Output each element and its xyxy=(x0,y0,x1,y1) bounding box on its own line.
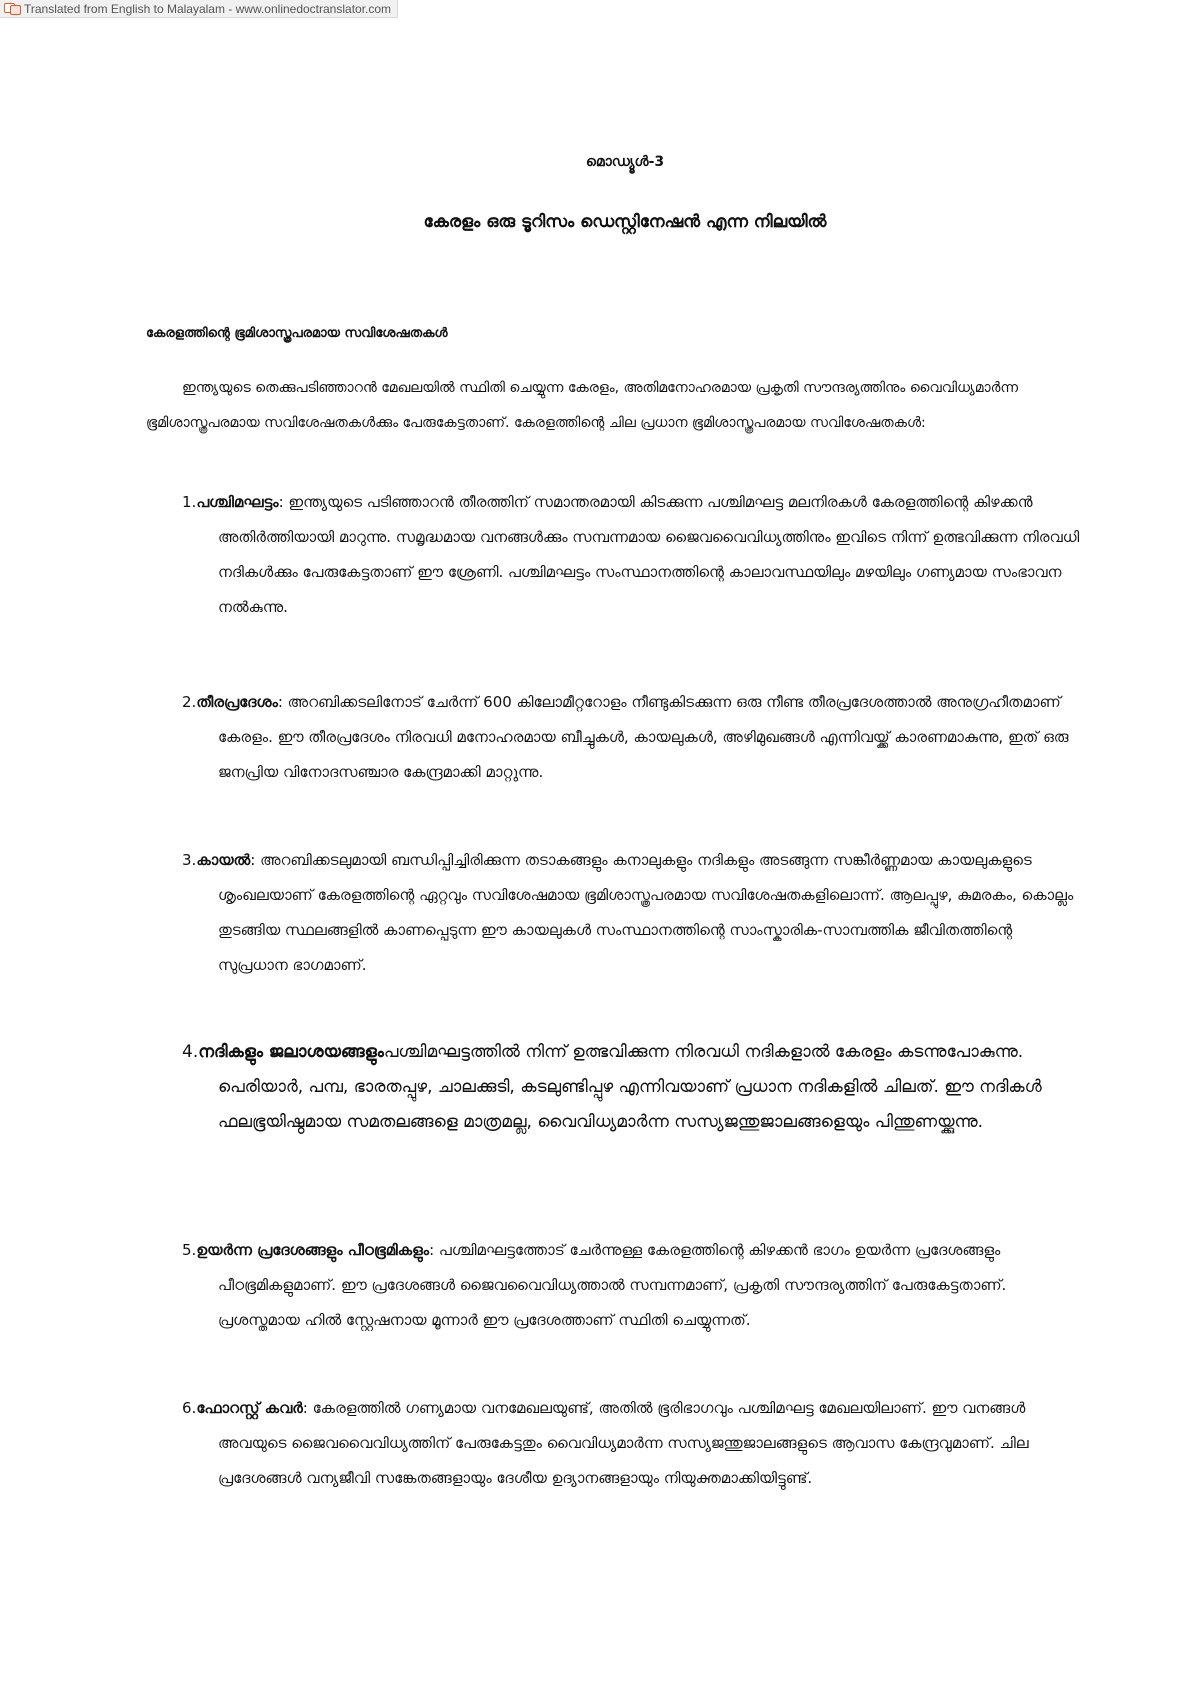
page-title: കേരളം ഒരു ടൂറിസം ഡെസ്റ്റിനേഷൻ എന്ന നിലയിൽ xyxy=(423,212,827,232)
item-term: കായൽ xyxy=(196,851,251,869)
item-number: 5. xyxy=(182,1241,197,1259)
item-term: നദികളും ജലാശയങ്ങളും xyxy=(198,1042,384,1062)
item-text: : ഇന്ത്യയുടെ പടിഞ്ഞാറൻ തീരത്തിന് സമാന്തരമായി കിടക്കുന്ന പശ്ചിമഘട്ട മലനിരകൾ കേരളത്തിന്റെ കിഴക്കൻ അതിർത്തിയായി മാറുന്നു. സമൃദ്ധമായ വനങ്ങൾക്കും സമ്പന്നമായ ജൈവവൈവിധ്യത്തിനും ഇവിടെ നിന്ന് ഉത്ഭവിക്കുന്ന നിരവധി നദികൾക്കും പേരുകേട്ടതാണ് ഈ ശ്രേണി. പശ്ചിമഘട്ടം സംസ്ഥാനത്തിന്റെ കാലാവസ്ഥയിലും മഴയിലും ഗണ്യമായ സംഭാവന നൽകുന്നു. xyxy=(218,493,1080,616)
section-heading: കേരളത്തിന്റെ ഭൂമിശാസ്ത്രപരമായ സവിശേഷതകൾ xyxy=(146,326,448,341)
item-number: 3. xyxy=(182,851,197,869)
intro-paragraph: ഇന്ത്യയുടെ തെക്കുപടിഞ്ഞാറൻ മേഖലയിൽ സ്ഥിതി ചെയ്യുന്ന കേരളം, അതിമനോഹരമായ പ്രകൃതി സൗന്ദര്യത്തിനും വൈവിധ്യമാർന്ന ഭൂമിശാസ്ത്രപരമായ സവിശേഷതകൾക്കും പേരുകേട്ടതാണ്. കേരളത്തിന്റെ ചില പ്രധാന ഭൂമിശാസ്ത്രപരമായ സവിശേഷതകൾ: xyxy=(146,380,1019,431)
item-text: പശ്ചിമഘട്ടത്തിൽ നിന്ന് ഉത്ഭവിക്കുന്ന നിരവധി നദികളാൽ കേരളം കടന്നുപോകുന്നു. പെരിയാർ, പമ്പ, ഭാരതപ്പുഴ, ചാലക്കുടി, കടലുണ്ടിപ്പുഴ എന്നിവയാണ് പ്രധാന നദികളിൽ ചിലത്. ഈ നദികൾ ഫലഭൂയിഷ്ഠമായ സമതലങ്ങളെ മാത്രമല്ല, വൈവിധ്യമാർന്ന സസ്യജന്തുജാലങ്ങളെയും പിന്തുണയ്ക്കുന്നു. xyxy=(218,1042,1042,1132)
item-text: : അറബിക്കടലുമായി ബന്ധിപ്പിച്ചിരിക്കുന്ന തടാകങ്ങളും കനാലുകളും നദികളും അടങ്ങുന്ന സങ്കീർണ്ണമായ കായലുകളുടെ ശൃംഖലയാണ് കേരളത്തിന്റെ ഏറ്റവും സവിശേഷമായ ഭൂമിശാസ്ത്രപരമായ സവിശേഷതകളിലൊന്ന്. ആലപ്പുഴ, കുമരകം, കൊല്ലം തുടങ്ങിയ സ്ഥലങ്ങളിൽ കാണപ്പെടുന്ന ഈ കായലുകൾ സംസ്ഥാനത്തിന്റെ സാംസ്കാരിക-സാമ്പത്തിക ജീവിതത്തിന്റെ സുപ്രധാന ഭാഗമാണ്. xyxy=(218,851,1074,974)
item-number: 2. xyxy=(182,693,197,711)
list-item xyxy=(182,843,1082,983)
list-item xyxy=(182,1233,1082,1338)
item-term: ഫോറസ്റ്റ് കവർ xyxy=(196,1399,303,1417)
item-text: : അറബിക്കടലിനോട് ചേർന്ന് 600 കിലോമീറ്ററോളം നീണ്ടുകിടക്കുന്ന ഒരു നീണ്ട തീരപ്രദേശത്താൽ അനുഗ്രഹീതമാണ് കേരളം. ഈ തീരപ്രദേശം നിരവധി മനോഹരമായ ബീച്ചുകൾ, കായലുകൾ, അഴിമുഖങ്ങൾ എന്നിവയ്ക്ക് കാരണമാകുന്നു, ഇത് ഒരു ജനപ്രിയ വിനോദസഞ്ചാര കേന്ദ്രമാക്കി മാറ്റുന്നു. xyxy=(218,693,1069,781)
list-item xyxy=(182,1035,1082,1140)
item-number: 1. xyxy=(182,493,197,511)
item-term: ഉയർന്ന പ്രദേശങ്ങളും പീഠഭൂമികളും xyxy=(196,1241,430,1259)
item-text: : കേരളത്തിൽ ഗണ്യമായ വനമേഖലയുണ്ട്, അതിൽ ഭൂരിഭാഗവും പശ്ചിമഘട്ട മേഖലയിലാണ്. ഈ വനങ്ങൾ അവയുടെ ജൈവവൈവിധ്യത്തിന് പേരുകേട്ടതും വൈവിധ്യമാർന്ന സസ്യജന്തുജാലങ്ങളുടെ ആവാസ കേന്ദ്രവുമാണ്. ചില പ്രദേശങ്ങൾ വന്യജീവി സങ്കേതങ്ങളായും ദേശീയ ഉദ്യാനങ്ങളായും നിയുക്തമാക്കിയിട്ടുണ്ട്. xyxy=(218,1399,1029,1487)
item-number: 6. xyxy=(182,1399,197,1417)
item-number: 4. xyxy=(182,1042,199,1062)
list-item xyxy=(182,485,1082,625)
item-term: പശ്ചിമഘട്ടം xyxy=(196,493,279,511)
module-title: മൊഡ്യൂൾ-3 xyxy=(585,154,665,170)
translator-banner-text: Translated from English to Malayalam - www.onlinedoctranslator.com xyxy=(24,1,392,16)
list-item xyxy=(182,685,1082,790)
item-text: : പശ്ചിമഘട്ടത്തോട് ചേർന്നുള്ള കേരളത്തിന്റെ കിഴക്കൻ ഭാഗം ഉയർന്ന പ്രദേശങ്ങളും പീഠഭൂമികളുമാണ്. ഈ പ്രദേശങ്ങൾ ജൈവവൈവിധ്യത്താൽ സമ്പന്നമാണ്, പ്രകൃതി സൗന്ദര്യത്തിന് പേരുകേട്ടതാണ്. പ്രശസ്തമായ ഹിൽ സ്റ്റേഷനായ മൂന്നാർ ഈ പ്രദേശത്താണ് സ്ഥിതി ചെയ്യുന്നത്. xyxy=(218,1241,1007,1329)
item-term: തീരപ്രദേശം xyxy=(196,693,278,711)
list-item xyxy=(182,1391,1082,1496)
